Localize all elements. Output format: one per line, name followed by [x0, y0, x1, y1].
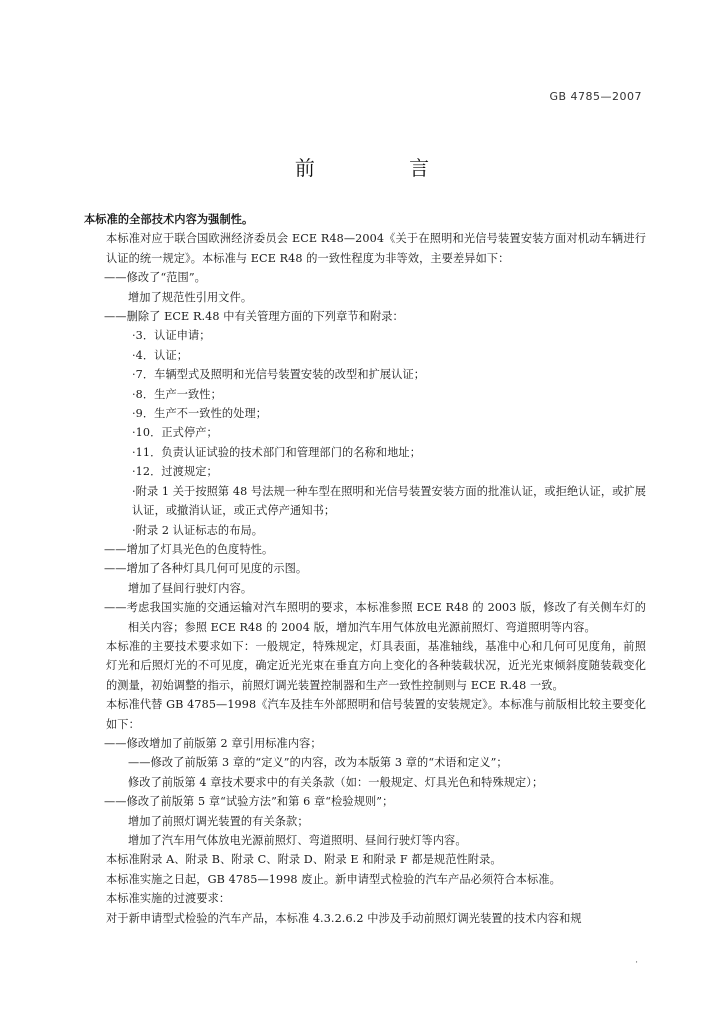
paragraph: ·7．车辆型式及照明和光信号装置安装的改型和扩展认证；	[132, 368, 426, 382]
paragraph: 增加了汽车用气体放电光源前照灯、弯道照明、昼间行驶灯等内容。	[128, 834, 467, 847]
paragraph: ——修改增加了前版第 2 章引用标准内容；	[104, 736, 322, 750]
paragraph: 本标准对应于联合国欧洲经济委员会 ECE R48—2004《关于在照明和光信号装置安装方面对机动车辆进行认证的统一规定》。本标准与 ECE R48 的一致性程度为非等效，主要差异如下：	[106, 232, 646, 265]
paragraph: ——修改了前版第 3 章的“定义”的内容，改为本版第 3 章的“术语和定义”；	[128, 756, 508, 770]
paragraph: ——增加了灯具光色的色度特性。	[104, 542, 274, 556]
paragraph: 本标准的主要技术要求如下：一般规定，特殊规定，灯具表面，基准轴线，基准中心和几何可见度角，前照灯光和后照灯光的不可见度，确定近光光束在垂直方向上变化的各种装载状况，近光光束倾斜度随装载变化的测量，初始调整的指示，前照灯调光装置控制器和生产一致性控制则与 ECE R.48 一致。	[106, 639, 646, 692]
paragraph: ·12．过渡规定；	[132, 465, 218, 479]
paragraph: ·11．负责认证试验的技术部门和管理部门的名称和地址；	[132, 445, 421, 459]
paragraph: ·4．认证；	[132, 348, 189, 362]
paragraph: ·3．认证申请；	[132, 329, 211, 343]
page-title: 前 言	[294, 156, 474, 180]
paragraph: ·9．生产不一致性的处理；	[132, 407, 268, 421]
paragraph: 增加了前照灯调光装置的有关条款；	[128, 814, 309, 828]
paragraph: 修改了前版第 4 章技术要求中的有关条款（如：一般规定、灯具光色和特殊规定）；	[128, 775, 544, 789]
paragraph: 本标准实施的过渡要求：	[106, 892, 231, 906]
paragraph: ——考虑我国实施的交通运输对汽车照明的要求，本标准参照 ECE R48 的 2003 版，修改了有关侧车灯的相关内容；参照 ECE R48 的 2004 版，增加汽车用气体放电光源前照灯、弯道照明等内容。	[104, 601, 646, 634]
paragraph: 增加了规范性引用文件。	[128, 290, 253, 304]
paragraph: 本标准附录 A、附录 B、附录 C、附录 D、附录 E 和附录 F 都是规范性附录。	[106, 853, 502, 867]
paragraph: 本标准实施之日起，GB 4785—1998 废止。新申请型式检验的汽车产品必须符合本标准。	[106, 872, 561, 886]
paragraph: ——删除了 ECE R.48 中有关管理方面的下列章节和附录：	[104, 310, 404, 324]
page-mark: ·	[635, 958, 638, 968]
paragraph: 增加了昼间行驶灯内容。	[128, 581, 253, 595]
paragraph: ·10．正式停产；	[132, 426, 218, 440]
paragraph: ——修改了“范围”。	[104, 271, 206, 285]
paragraph: ·8．生产一致性；	[132, 387, 222, 401]
paragraph: 本标准的全部技术内容为强制性。	[84, 212, 254, 226]
paragraph: 对于新申请型式检验的汽车产品，本标准 4.3.2.6.2 中涉及手动前照灯调光装置的技术内容和规	[106, 911, 582, 925]
paragraph: ·附录 1 关于按照第 48 号法规一种车型在照明和光信号装置安装方面的批准认证，或拒绝认证，或扩展认证，或撤消认证，或正式停产通知书；	[132, 484, 647, 518]
paragraph: ·附录 2 认证标志的布局。	[132, 523, 264, 537]
paragraph: ——增加了各种灯具几何可见度的示图。	[104, 562, 308, 576]
paragraph: ——修改了前版第 5 章“试验方法”和第 6 章“检验规则”；	[104, 795, 394, 809]
preface-body	[84, 210, 646, 928]
paragraph: 本标准代替 GB 4785—1998《汽车及挂车外部照明和信号装置的安装规定》。本标准与前版相比较主要变化如下：	[106, 698, 646, 731]
standard-code: GB 4785—2007	[549, 90, 642, 103]
